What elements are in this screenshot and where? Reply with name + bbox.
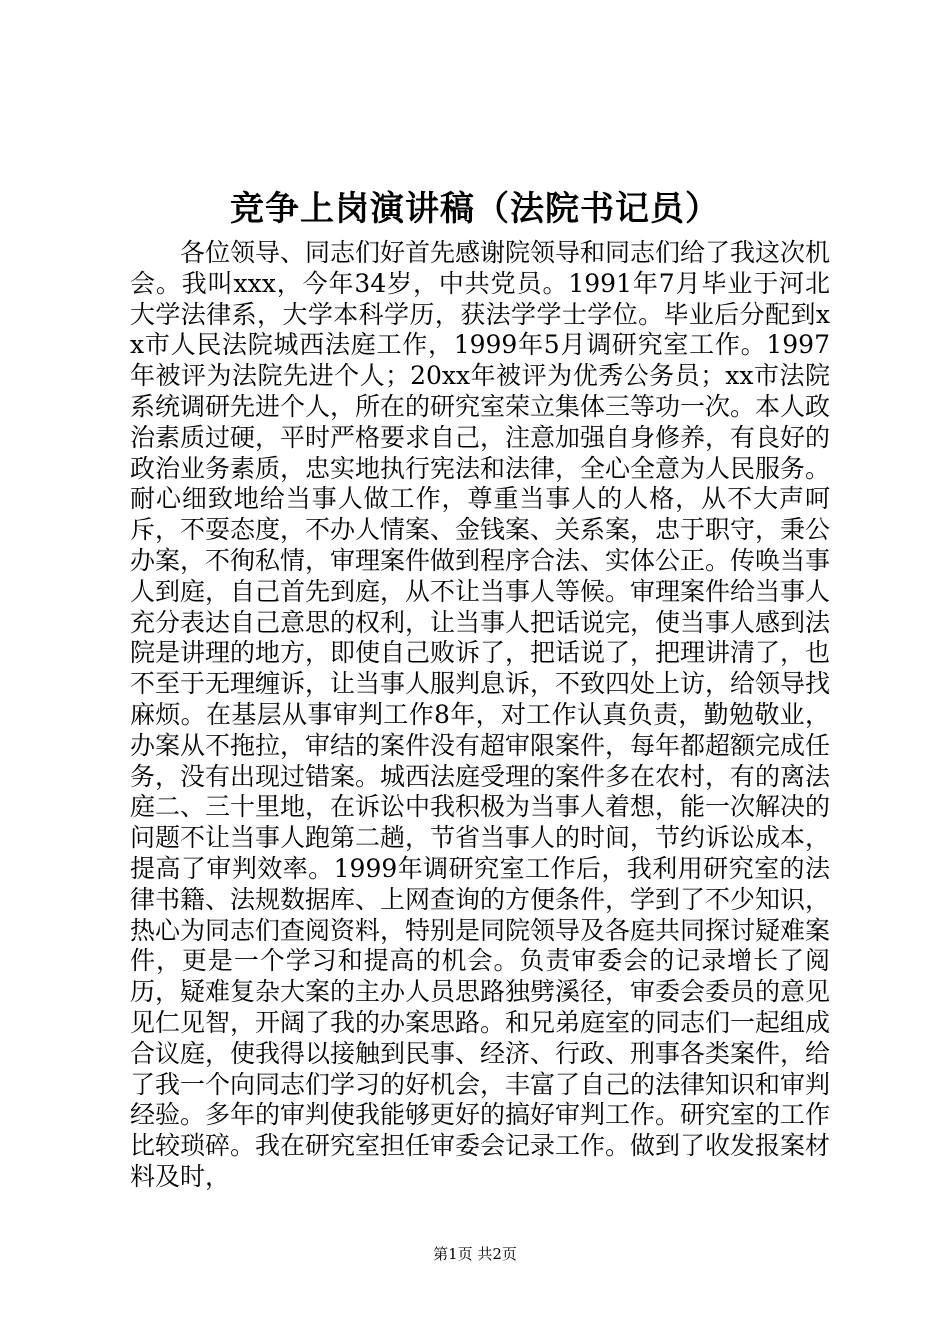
- page-number-footer: 第1页 共2页: [433, 1245, 517, 1263]
- body-paragraph: 各位领导、同志们好首先感谢院领导和同志们给了我这次机会。我叫xxx，今年34岁，中共党员。1991年7月毕业于河北大学法律系，大学本科学历，获法学学士学位。毕业后分配到xx市人民法院城西法庭工作，1999年5月调研究室工作。1997年被评为法院先进个人；20xx年被评为优秀公务员；xx市法院系统调研先进个人，所在的研究室荣立集体三等功一次。本人政治素质过硬，平时严格要求自己，注意加强自身修养，有良好的政治业务素质，忠实地执行宪法和法律，全心全意为人民服务。耐心细致地给当事人做工作，尊重当事人的人格，从不大声呵斥，不耍态度，不办人情案、金钱案、关系案，忠于职守，秉公办案，不徇私情，审理案件做到程序合法、实体公正。传唤当事人到庭，自己首先到庭，从不让当事人等候。审理案件给当事人充分表达自己意思的权利，让当事人把话说完，使当事人感到法院是讲理的地方，即使自己败诉了，把话说了，把理讲清了，也不至于无理缠诉，让当事人服判息诉，不致四处上访，给领导找麻烦。在基层从事审判工作8年，对工作认真负责，勤勉敬业，办案从不拖拉，审结的案件没有超审限案件，每年都超额完成任务，没有出现过错案。城西法庭受理的案件多在农村，有的离法庭二、三十里地，在诉讼中我积极为当事人着想，能一次解决的问题不让当事人跑第二趟，节省当事人的时间，节约诉讼成本，提高了审判效率。1999年调研究室工作后，我利用研究室的法律书籍、法规数据库、上网查询的方便条件，学到了不少知识，热心为同志们查阅资料，特别是同院领导及各庭共同探讨疑难案件，更是一个学习和提高的机会。负责审委会的记录增长了阅历，疑难复杂大案的主办人员思路独劈溪径，审委会委员的意见见仁见智，开阔了我的办案思路。和兄弟庭室的同志们一起组成合议庭，使我得以接触到民事、经济、行政、刑事各类案件，给了我一个向同志们学习的好机会，丰富了自己的法律知识和审判经验。多年的审判使我能够更好的搞好审判工作。研究室的工作比较琐碎。我在研究室担任审委会记录工作。做到了收发报案材料及时，: [130, 238, 831, 1191]
- document-title: 竞争上岗演讲稿（法院书记员）: [230, 189, 720, 229]
